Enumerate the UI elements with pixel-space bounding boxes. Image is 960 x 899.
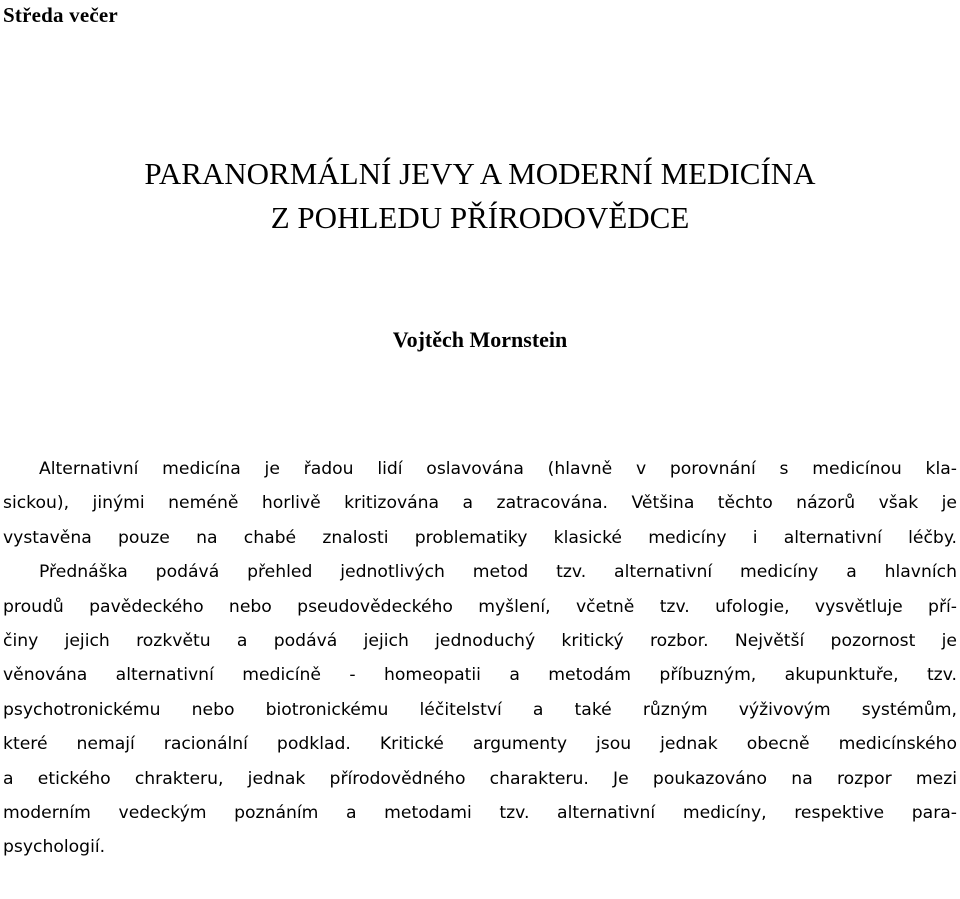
lecture-title-line-1: PARANORMÁLNÍ JEVY A MODERNÍ MEDICÍNA <box>144 156 816 191</box>
lecture-title-line-2: Z POHLEDU PŘÍRODOVĚDCE <box>270 200 690 235</box>
abstract-line: věnována alternativní medicíně - homeopatii a metodám příbuzným, akupunktuře, tzv. <box>3 665 957 686</box>
abstract-line: moderním vedeckým poznáním a metodami tzv. alternativní medicíny, respektive para- <box>3 803 957 824</box>
abstract-line: které nemají racionální podklad. Kritické argumenty jsou jednak obecně medicínského <box>3 734 957 755</box>
abstract-line: psychologií. <box>3 837 106 858</box>
abstract-line: Přednáška podává přehled jednotlivých metod tzv. alternativní medicíny a hlavních <box>39 562 957 583</box>
abstract-line: proudů pavědeckého nebo pseudovědeckého myšlení, včetně tzv. ufologie, vysvětluje pří- <box>3 596 957 617</box>
session-label: Středa večer <box>3 3 118 27</box>
abstract-line: činy jejich rozkvětu a podává jejich jednoduchý kritický rozbor. Největší pozornost je <box>3 631 957 652</box>
abstract-paragraph <box>3 452 957 865</box>
abstract-line: a etického chrakteru, jednak přírodovědného charakteru. Je poukazováno na rozpor mezi <box>3 768 957 789</box>
lecture-title <box>0 152 960 240</box>
abstract-line: sickou), jinými neméně horlivě kritizována a zatracována. Většina těchto názorů však je <box>3 493 957 514</box>
abstract-line: Alternativní medicína je řadou lidí oslavována (hlavně v porovnání s medicínou kla- <box>39 459 957 479</box>
abstract-line: vystavěna pouze na chabé znalosti problematiky klasické medicíny i alternativní léčby. <box>3 527 957 548</box>
abstract-line: psychotronickému nebo biotronickému léčitelství a také různým výživovým systémům, <box>3 699 957 720</box>
author-name: Vojtěch Mornstein <box>392 327 568 352</box>
